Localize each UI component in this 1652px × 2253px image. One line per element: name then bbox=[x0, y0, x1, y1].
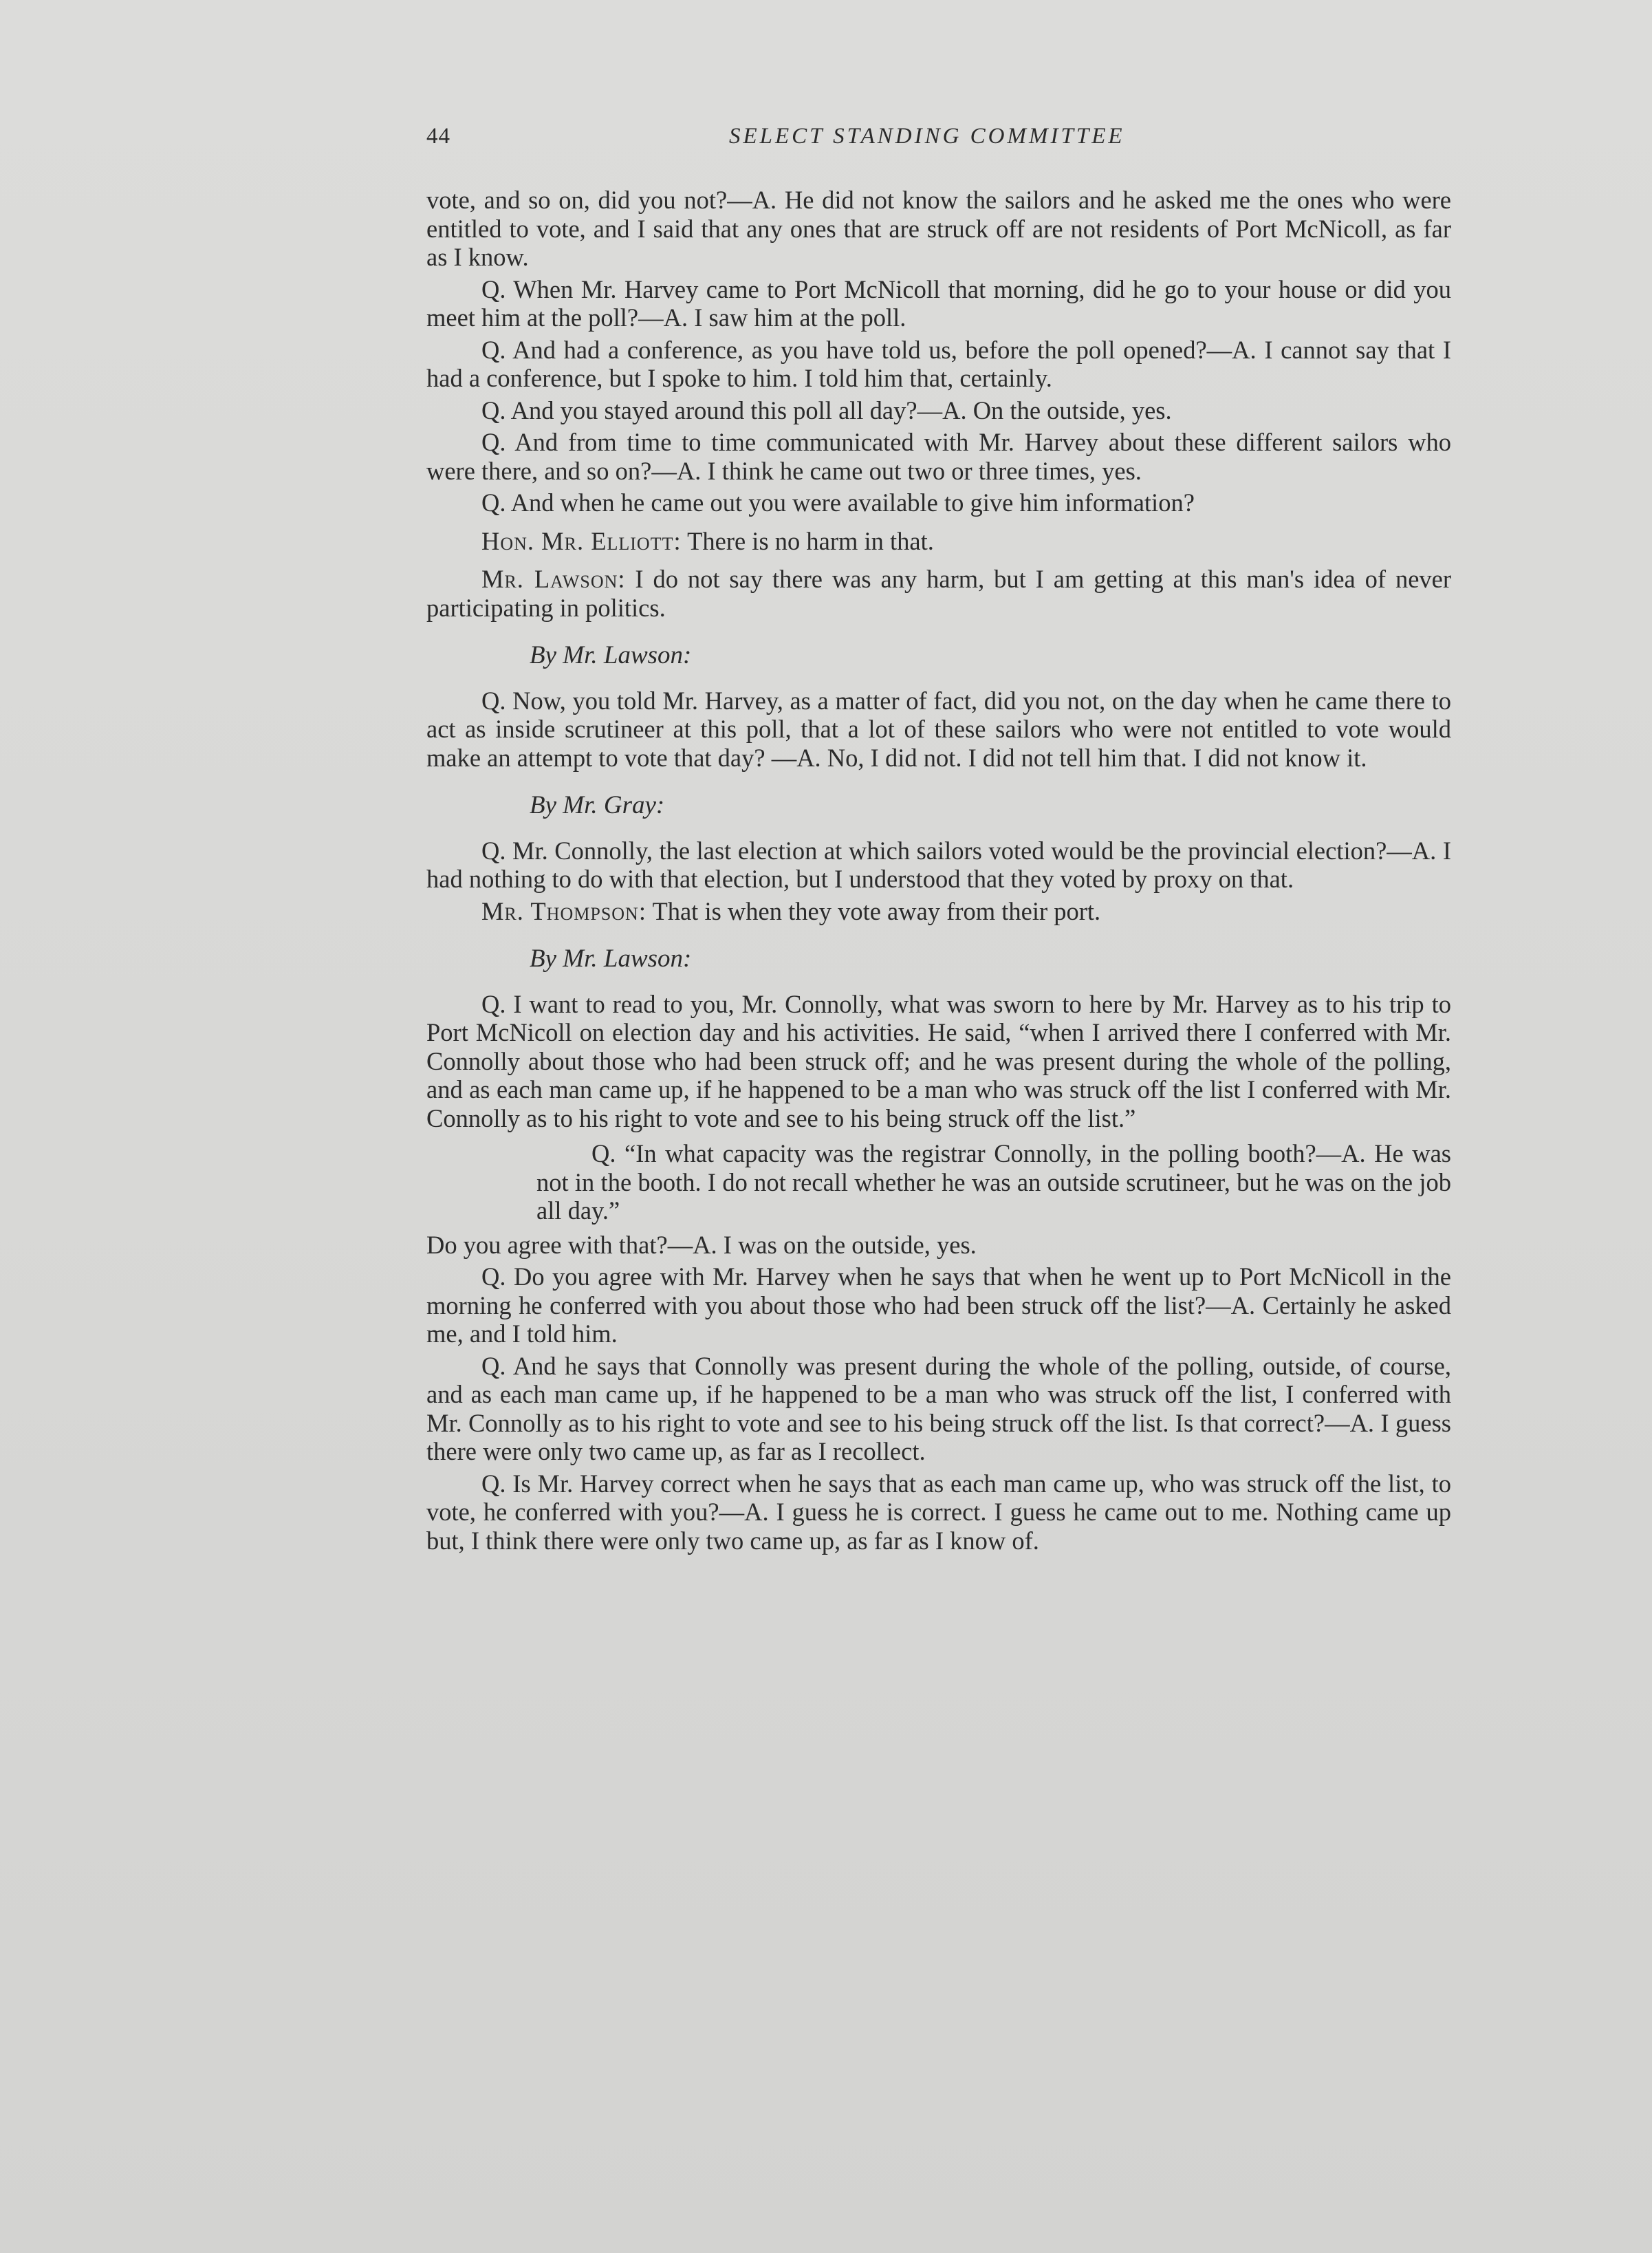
speaker-paragraph bbox=[426, 565, 1451, 622]
speaker-paragraph bbox=[426, 897, 1451, 926]
quoted-testimony: Q. “In what capacity was the registrar Connolly, in the polling booth?—A. He was not in the booth. I do not recall whether he was an outside scrutineer, but he was on the job all day.” bbox=[536, 1139, 1451, 1225]
page-number: 44 bbox=[426, 124, 450, 149]
paragraph: vote, and so on, did you not?—A. He did not know the sailors and he asked me the ones who were entitled to vote, and I said that any ones that are struck off are not residents of Port McNicoll, as far as I know. bbox=[426, 186, 1451, 271]
paragraph: Q. Is Mr. Harvey correct when he says that as each man came up, who was struck off the list, to vote, he conferred with you?—A. I guess he is correct. I guess he came out to me. Nothing came up but, I think there were only two came up, as far as I know of. bbox=[426, 1469, 1451, 1555]
paragraph: Q. Do you agree with Mr. Harvey when he says that when he went up to Port McNicoll in the morning he conferred with you about those who had been struck off the list?—A. Certainly he asked me, and I told him. bbox=[426, 1262, 1451, 1348]
paragraph: Q. Now, you told Mr. Harvey, as a matter of fact, did you not, on the day when he came there to act as inside scrutineer at this poll, that a lot of these sailors who were not entitled to vote would make an attempt to vote that day? —A. No, I did not. I did not tell him that. I did not know it. bbox=[426, 686, 1451, 772]
page-header bbox=[426, 124, 1451, 165]
running-title: SELECT STANDING COMMITTEE bbox=[729, 124, 1125, 149]
body-text bbox=[426, 186, 1451, 1558]
speaker-text: That is when they vote away from their port. bbox=[652, 896, 1101, 925]
speaker-name: Mr. Lawson: bbox=[481, 565, 626, 593]
examiner-heading: By Mr. Gray: bbox=[530, 791, 665, 819]
paragraph: Q. Mr. Connolly, the last election at which sailors voted would be the provincial election?—A. I had nothing to do with that election, but I understood that they voted by proxy on that. bbox=[426, 836, 1451, 893]
examiner-heading: By Mr. Lawson: bbox=[530, 945, 692, 973]
paragraph: Q. I want to read to you, Mr. Connolly, what was sworn to here by Mr. Harvey as to his trip to Port McNicoll on election day and his activities. He said, “when I arrived there I conferred with Mr. Connolly about those who had been struck off; and he was present during the whole of the polling, and as each man came up, if he happened to be a man who was struck off the list I conferred with Mr. Connolly as to his right to vote and see to his being struck off the list.” bbox=[426, 989, 1451, 1132]
examiner-heading: By Mr. Lawson: bbox=[530, 641, 692, 669]
paragraph: Do you agree with that?—A. I was on the outside, yes. bbox=[426, 1230, 977, 1259]
paragraph: Q. And when he came out you were available to give him information? bbox=[481, 488, 1195, 517]
paragraph: Q. And he says that Connolly was present during the whole of the polling, outside, of course, and as each man came up, if he happened to be a man who was struck off the list, I conferred with Mr. Connolly as to his right to vote and see to his being struck off the list. Is that correct?—A. I guess there were only two came up, as far as I recollect. bbox=[426, 1351, 1451, 1465]
paragraph: Q. And had a conference, as you have told us, before the poll opened?—A. I cannot say that I had a conference, but I spoke to him. I told him that, certainly. bbox=[426, 335, 1451, 392]
paragraph: Q. When Mr. Harvey came to Port McNicoll that morning, did he go to your house or did you meet him at the poll?—A. I saw him at the poll. bbox=[426, 274, 1451, 332]
speaker-text: I do not say there was any harm, but I am getting at this man's idea of never participating in politics. bbox=[426, 565, 1451, 622]
paragraph: Q. And you stayed around this poll all day?—A. On the outside, yes. bbox=[481, 396, 1172, 424]
speaker-paragraph bbox=[426, 527, 1451, 556]
speaker-text: There is no harm in that. bbox=[687, 526, 934, 555]
paragraph: Q. And from time to time communicated with Mr. Harvey about these different sailors who were there, and so on?—A. I think he came out two or three times, yes. bbox=[426, 428, 1451, 485]
speaker-name: Hon. Mr. Elliott: bbox=[481, 526, 682, 555]
speaker-name: Mr. Thompson: bbox=[481, 896, 646, 925]
